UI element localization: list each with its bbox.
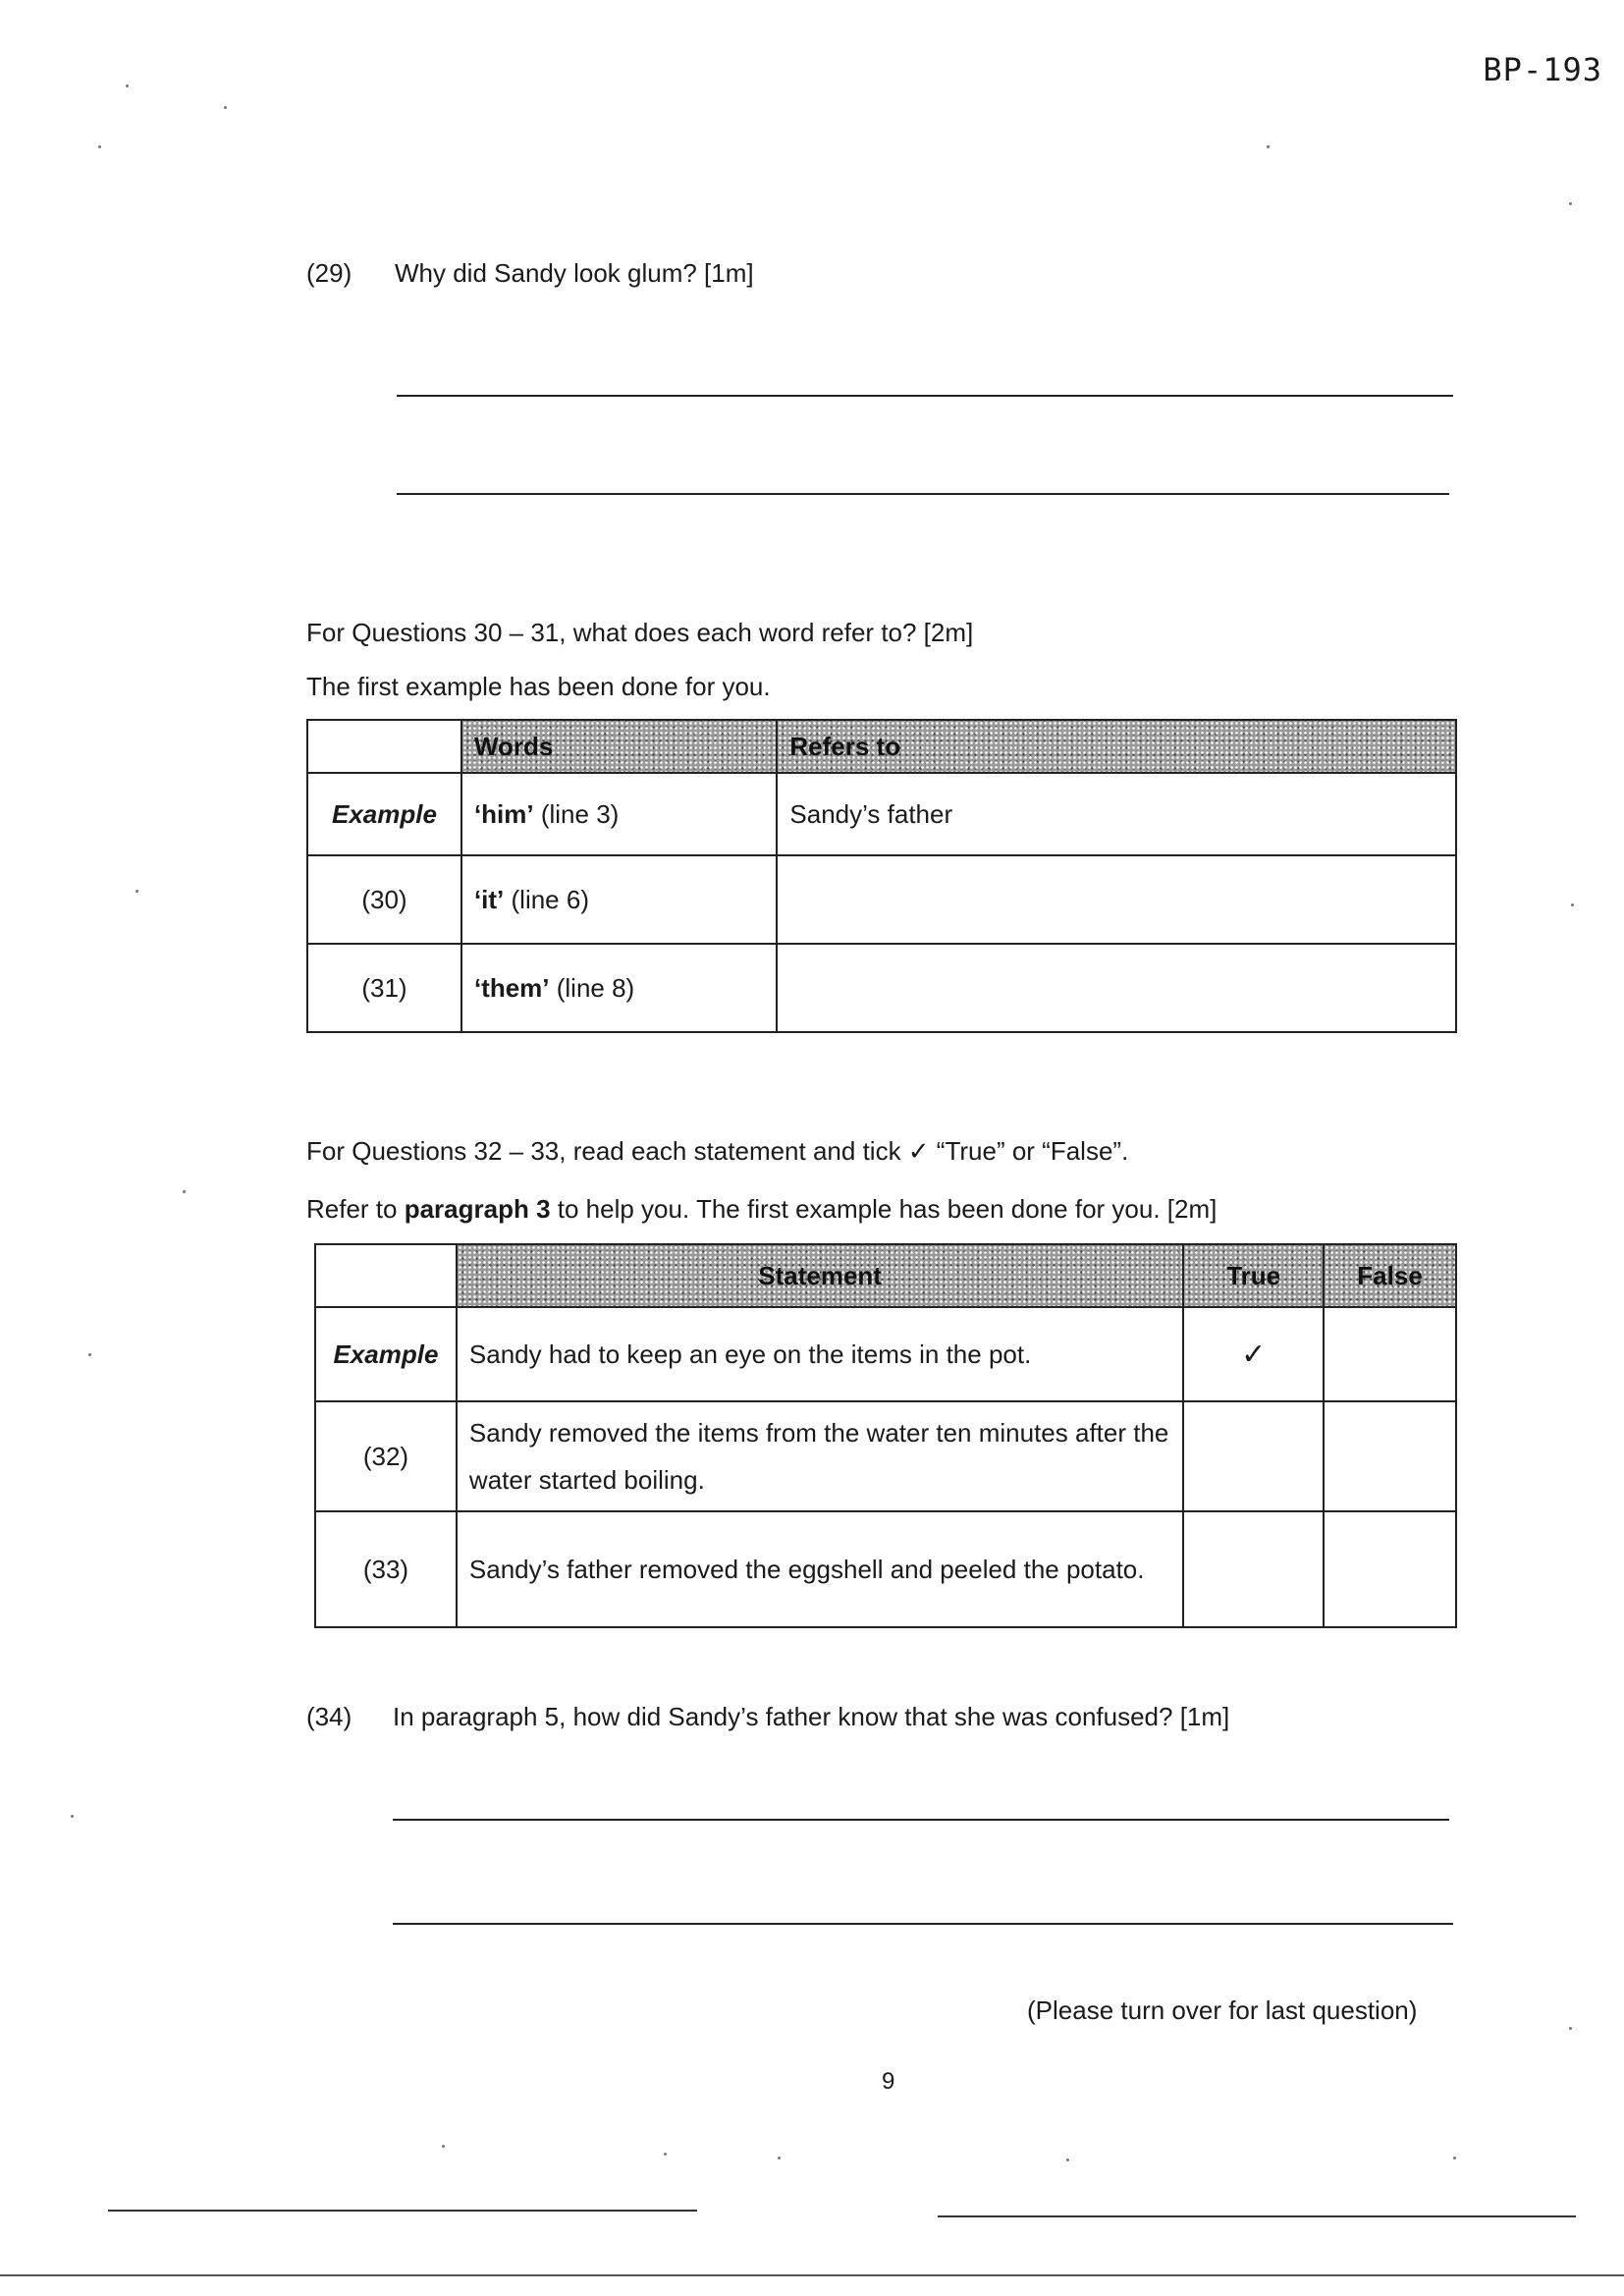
scan-speck (183, 1190, 186, 1193)
false-cell[interactable] (1324, 1401, 1456, 1511)
row-label: Example (315, 1307, 457, 1401)
statement-cell: Sandy had to keep an eye on the items in the pot. (457, 1307, 1183, 1401)
bottom-rule-right (938, 2215, 1576, 2217)
scan-speck (88, 1353, 91, 1356)
paragraph-ref: paragraph 3 (404, 1194, 551, 1224)
question-29 (306, 257, 754, 289)
line-ref: (line 8) (549, 972, 635, 1003)
row-label: Example (307, 773, 461, 855)
word-cell (461, 944, 777, 1032)
instruction-note-30-31: The first example has been done for you. (306, 672, 771, 701)
true-cell[interactable] (1183, 1401, 1324, 1511)
note-text: Refer to (306, 1194, 405, 1224)
scan-speck (1571, 903, 1574, 906)
false-cell (1324, 1307, 1456, 1401)
answer-line-34b[interactable] (393, 1923, 1453, 1925)
question-number: (29) (306, 258, 352, 288)
table-row (315, 1307, 1456, 1401)
scan-speck (778, 2157, 781, 2159)
row-label: (32) (315, 1401, 457, 1511)
answer-cell[interactable] (777, 855, 1456, 944)
true-false-table (314, 1243, 1457, 1628)
word: ‘it’ (473, 884, 505, 914)
row-label: (30) (307, 855, 461, 944)
scan-speck (1066, 2159, 1069, 2161)
note-text: to help you. The first example has been done for you. [2m] (550, 1194, 1218, 1224)
question-text: Why did Sandy look glum? [1m] (395, 258, 754, 288)
page-edge-rule (0, 2274, 1624, 2276)
header-blank-cell (307, 720, 461, 773)
false-cell[interactable] (1324, 1511, 1456, 1627)
table-row (307, 855, 1456, 944)
true-cell: ✓ (1183, 1307, 1324, 1401)
row-label: (31) (307, 944, 461, 1032)
question-text: In paragraph 5, how did Sandy’s father know that she was confused? [1m] (393, 1702, 1230, 1731)
row-label: (33) (315, 1511, 457, 1627)
header-false: False (1324, 1244, 1456, 1307)
word: ‘them’ (473, 972, 550, 1003)
turn-over-note: (Please turn over for last question) (1027, 1995, 1418, 2025)
instruction-note-32-33 (306, 1193, 1217, 1225)
bottom-rule-left (108, 2210, 697, 2212)
word-cell (461, 773, 777, 855)
answer-line-29b[interactable] (397, 493, 1449, 495)
question-number: (34) (306, 1702, 352, 1731)
scan-speck (71, 1815, 74, 1818)
header-refers-to: Refers to (777, 720, 1456, 773)
header-words: Words (461, 720, 777, 773)
page-number: 9 (882, 2068, 895, 2095)
answer-cell[interactable] (777, 944, 1456, 1032)
scan-speck (442, 2145, 445, 2148)
header-true: True (1183, 1244, 1324, 1307)
scan-speck (1453, 2157, 1456, 2159)
table-header-row (315, 1244, 1456, 1307)
statement-cell: Sandy removed the items from the water ten minutes after the water started boiling. (457, 1401, 1183, 1511)
scan-speck (1569, 202, 1572, 205)
table-row (315, 1401, 1456, 1511)
question-34 (306, 1701, 1229, 1732)
exam-code: BP-193 (1483, 51, 1602, 88)
instruction-32-33: For Questions 32 – 33, read each statement and tick ✓ “True” or “False”. (306, 1136, 1129, 1166)
true-cell[interactable] (1183, 1511, 1324, 1627)
statement-cell: Sandy’s father removed the eggshell and peeled the potato. (457, 1511, 1183, 1627)
scan-speck (126, 84, 129, 87)
scan-speck (135, 890, 138, 893)
scan-speck (1267, 145, 1270, 148)
header-statement: Statement (457, 1244, 1183, 1307)
table-header-row (307, 720, 1456, 773)
line-ref: (line 3) (533, 798, 620, 829)
scan-speck (664, 2153, 667, 2156)
scan-speck (224, 106, 227, 109)
instruction-30-31: For Questions 30 – 31, what does each word refer to? [2m] (306, 618, 974, 647)
answer-line-29a[interactable] (397, 395, 1453, 397)
word-cell (461, 855, 777, 944)
line-ref: (line 6) (504, 884, 589, 914)
table-row (315, 1511, 1456, 1627)
header-blank-cell (315, 1244, 457, 1307)
scan-speck (1569, 2027, 1572, 2030)
word: ‘him’ (473, 798, 534, 829)
answer-cell: Sandy’s father (777, 773, 1456, 855)
table-row (307, 944, 1456, 1032)
scan-speck (98, 145, 101, 148)
refers-to-table (306, 719, 1457, 1033)
table-row (307, 773, 1456, 855)
answer-line-34a[interactable] (393, 1819, 1449, 1821)
